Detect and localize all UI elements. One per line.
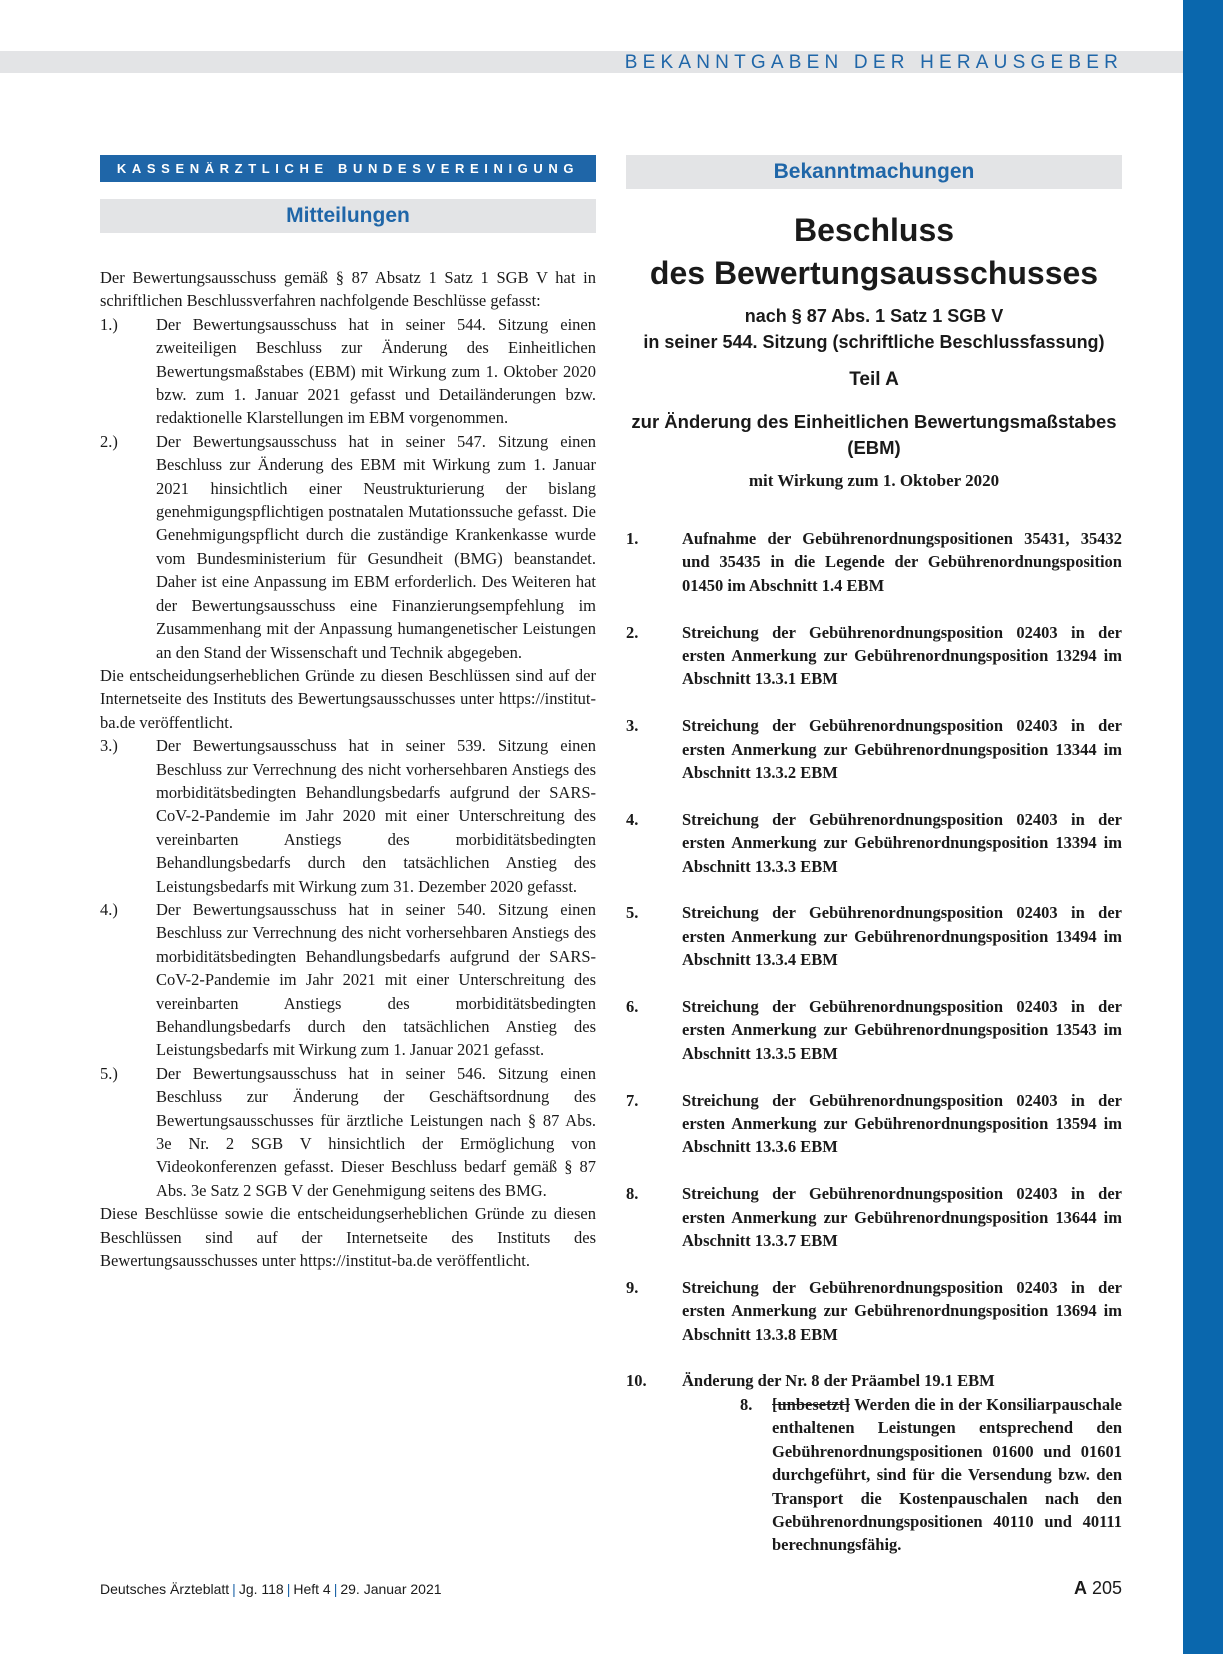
beschluss-item xyxy=(626,527,1122,597)
list-item-number: 1.) xyxy=(100,314,118,334)
closing-paragraph: Diese Beschlüsse sowie die entscheidungserheblichen Gründe zu diesen Beschlüssen sind auf der Internetseite des Instituts des Bewertungsausschusses unter https://institut-ba.de veröffentlicht. xyxy=(100,1204,596,1271)
left-column xyxy=(100,155,596,1272)
footer-separator: | xyxy=(232,1581,236,1597)
beschluss-item-text: Streichung der Gebührenordnungsposition 02403 in der ersten Anmerkung zur Gebührenordnungsposition 13694 im Abschnitt 13.3.8 EBM xyxy=(682,1277,1122,1344)
middle-paragraph: Die entscheidungserheblichen Gründe zu diesen Beschlüssen sind auf der Internetseite des Instituts des Bewertungsausschusses unter https://institut-ba.de veröffentlicht. xyxy=(100,665,596,732)
right-column xyxy=(626,155,1122,1557)
beschluss-item-number: 9. xyxy=(626,1277,639,1297)
beschluss-item xyxy=(626,1369,1122,1392)
beschluss-item-number: 8. xyxy=(626,1184,639,1204)
subtitle-line-1: nach § 87 Abs. 1 Satz 1 SGB V xyxy=(744,306,1004,326)
beschluss-item-text: Streichung der Gebührenordnungsposition 02403 in der ersten Anmerkung zur Gebührenordnungsposition 13494 im Abschnitt 13.3.4 EBM xyxy=(682,903,1122,970)
list-item-number: 5.) xyxy=(100,1063,118,1083)
beschluss-item-number: 6. xyxy=(626,997,639,1017)
section-title: BEKANNTGABEN DER HERAUSGEBER xyxy=(624,52,1123,73)
beschluss-item xyxy=(626,621,1122,691)
footer-separator: | xyxy=(286,1581,291,1597)
beschluss-item-text: Änderung der Nr. 8 der Präambel 19.1 EBM xyxy=(682,1371,995,1391)
page-number xyxy=(1074,1578,1122,1599)
beschluss-item xyxy=(626,808,1122,878)
journal-name: Deutsches Ärzteblatt xyxy=(100,1581,230,1597)
beschluss-item-number: 2. xyxy=(626,622,639,642)
wirkung-line: mit Wirkung zum 1. Oktober 2020 xyxy=(748,471,1000,490)
struck-text: [unbesetzt] xyxy=(772,1394,850,1414)
sub-item-content xyxy=(772,1393,1122,1557)
list-item-number: 4.) xyxy=(100,899,118,919)
beschluss-item-text: Streichung der Gebührenordnungsposition 02403 in der ersten Anmerkung zur Gebührenordnungsposition 13394 im Abschnitt 13.3.3 EBM xyxy=(682,809,1122,876)
page-footer xyxy=(100,1578,1122,1603)
beschluss-item-text: Streichung der Gebührenordnungsposition 02403 in der ersten Anmerkung zur Gebührenordnungsposition 13594 im Abschnitt 13.3.6 EBM xyxy=(682,1090,1122,1157)
list-item-text: Der Bewertungsausschuss hat in seiner 540. Sitzung einen Beschluss zur Verrechnung des nicht vorhersehbaren Anstiegs des morbiditätsbedingten Behandlungsbedarfs aufgrund der SARS-CoV-2-Pandemie im Jahr 2021 mit einer Unterschreitung des vereinbarten Anstiegs des morbiditätsbedingten Behandlungsbedarfs durch den tatsächlichen Anstieg des Leistungsbedarfs mit Wirkung zum 1. Januar 2021 gefasst. xyxy=(156,899,596,1060)
beschluss-item xyxy=(626,1276,1122,1346)
list-item xyxy=(100,313,596,430)
praeambel-sub-item xyxy=(740,1393,1122,1557)
journal-date: 29. Januar 2021 xyxy=(340,1581,442,1597)
org-banner: KASSENÄRZTLICHE BUNDESVEREINIGUNG xyxy=(100,155,596,182)
beschluss-item xyxy=(626,901,1122,971)
sub-item-number: 8. xyxy=(740,1394,753,1414)
list-item xyxy=(100,430,596,664)
beschluss-item-number: 1. xyxy=(626,529,639,548)
beschluss-item-number: 10. xyxy=(626,1371,647,1391)
intro-paragraph: Der Bewertungsausschuss gemäß § 87 Absatz 1 Satz 1 SGB V hat in schriftlichen Beschlussverfahren nachfolgende Beschlüsse gefasst: xyxy=(100,268,596,311)
beschluss-item-text: Streichung der Gebührenordnungsposition 02403 in der ersten Anmerkung zur Gebührenordnungsposition 13644 im Abschnitt 13.3.7 EBM xyxy=(682,1184,1122,1251)
teil-label: Teil A xyxy=(849,369,899,390)
journal-issue: Heft 4 xyxy=(293,1581,331,1597)
beschluss-list xyxy=(626,527,1122,1557)
mitteilungen-heading: Mitteilungen xyxy=(100,199,596,233)
beschluss-item-number: 5. xyxy=(626,903,639,923)
beschluss-item-number: 3. xyxy=(626,716,639,736)
list-item-number: 3.) xyxy=(100,736,118,756)
zur-aenderung-line: zur Änderung des Einheitlichen Bewertungsmaßstabes (EBM) xyxy=(631,411,1117,458)
beschluss-subtitle xyxy=(626,303,1122,355)
beschluss-item-text: Streichung der Gebührenordnungsposition 02403 in der ersten Anmerkung zur Gebührenordnungsposition 13294 im Abschnitt 13.3.1 EBM xyxy=(682,622,1122,689)
beschluss-title xyxy=(626,209,1122,295)
beschluss-item-text: Streichung der Gebührenordnungsposition 02403 in der ersten Anmerkung zur Gebührenordnungsposition 13543 im Abschnitt 13.3.5 EBM xyxy=(682,997,1122,1063)
list-item-text: Der Bewertungsausschuss hat in seiner 546. Sitzung einen Beschluss zur Änderung der Geschäftsordnung des Bewertungsausschusses für ärztliche Leistungen nach § 87 Abs. 3e Nr. 2 SGB V hinsichtlich der Ermöglichung von Videokonferenzen gefasst. Dieser Beschluss bedarf gemäß § 87 Abs. 3e Satz 2 SGB V der Genehmigung seitens des BMG. xyxy=(156,1063,596,1200)
list-item xyxy=(100,1062,596,1202)
list-item xyxy=(100,734,596,898)
list-item-number: 2.) xyxy=(100,431,118,451)
bekanntmachungen-heading: Bekanntmachungen xyxy=(626,155,1122,189)
list-item xyxy=(100,898,596,1062)
list-item-text: Der Bewertungsausschuss hat in seiner 547. Sitzung einen Beschluss zur Änderung des EBM mit Wirkung zum 1. Januar 2021 hinsichtlich einer Neustrukturierung der bislang genehmigungspflichtigen postnatalen Mutationssuche gefasst. Die Genehmigungspflicht durch die zuständige Krankenkasse wurde vom Bundesministerium für Gesundheit (BMG) beanstandet. Daher ist eine Anpassung im EBM erforderlich. Des Weiteren hat der Bewertungsausschuss eine Finanzierungsempfehlung im Zusammenhang mit der Anpassung humangenetischer Leistungen an den Stand der Wissenschaft und Technik abgegeben. xyxy=(156,431,596,662)
beschluss-item-text: Aufnahme der Gebührenordnungspositionen 35431, 35432 und 35435 in die Legende der Gebührenordnungsposition 01450 im Abschnitt 1.4 EBM xyxy=(682,529,1122,595)
list-item-text: Der Bewertungsausschuss hat in seiner 539. Sitzung einen Beschluss zur Verrechnung des nicht vorhersehbaren Anstiegs des morbiditätsbedingten Behandlungsbedarfs aufgrund der SARS-CoV-2-Pandemie im Jahr 2020 mit einer Unterschreitung des vereinbarten Anstiegs des morbiditätsbedingten Behandlungsbedarfs durch den tatsächlichen Anstieg des Leistungsbedarfs mit Wirkung zum 31. Dezember 2020 gefasst. xyxy=(156,736,596,896)
beschluss-item-number: 7. xyxy=(626,1090,639,1110)
list-item-text: Der Bewertungsausschuss hat in seiner 544. Sitzung einen zweiteiligen Beschluss zur Änderung des Einheitlichen Bewertungsmaßstabes (EBM) mit Wirkung zum 1. Oktober 2020 bzw. zum 1. Januar 2021 gefasst und Detailänderungen bzw. redaktionelle Klarstellungen im EBM vorgenommen. xyxy=(156,314,596,428)
footer-separator: | xyxy=(333,1581,338,1597)
beschluss-item-text: Streichung der Gebührenordnungsposition 02403 in der ersten Anmerkung zur Gebührenordnungsposition 13344 im Abschnitt 13.3.2 EBM xyxy=(682,716,1122,783)
beschluss-item xyxy=(626,1089,1122,1159)
beschluss-item xyxy=(626,995,1122,1065)
title-line-2: des Bewertungsausschusses xyxy=(649,255,1099,291)
journal-volume: Jg. 118 xyxy=(238,1581,284,1597)
page-prefix: A xyxy=(1073,1578,1087,1598)
page-value: 205 xyxy=(1091,1578,1122,1598)
title-line-1: Beschluss xyxy=(793,212,955,248)
subtitle-line-2: in seiner 544. Sitzung (schriftliche Beschlussfassung) xyxy=(643,332,1105,352)
beschluss-item xyxy=(626,714,1122,784)
beschluss-item-number: 4. xyxy=(626,809,639,829)
blue-sidebar xyxy=(1183,0,1223,1654)
beschluss-item xyxy=(626,1182,1122,1252)
sub-item-text: Werden die in der Konsiliarpauschale enthaltenen Leistungen entsprechend den Gebührenordnungspositionen 01600 und 01601 durchgeführt, sind für die Versendung bzw. den Transport die Kostenpauschalen nach den Gebührenordnungspositionen 40110 und 40111 berechnungsfähig. xyxy=(772,1394,1122,1555)
